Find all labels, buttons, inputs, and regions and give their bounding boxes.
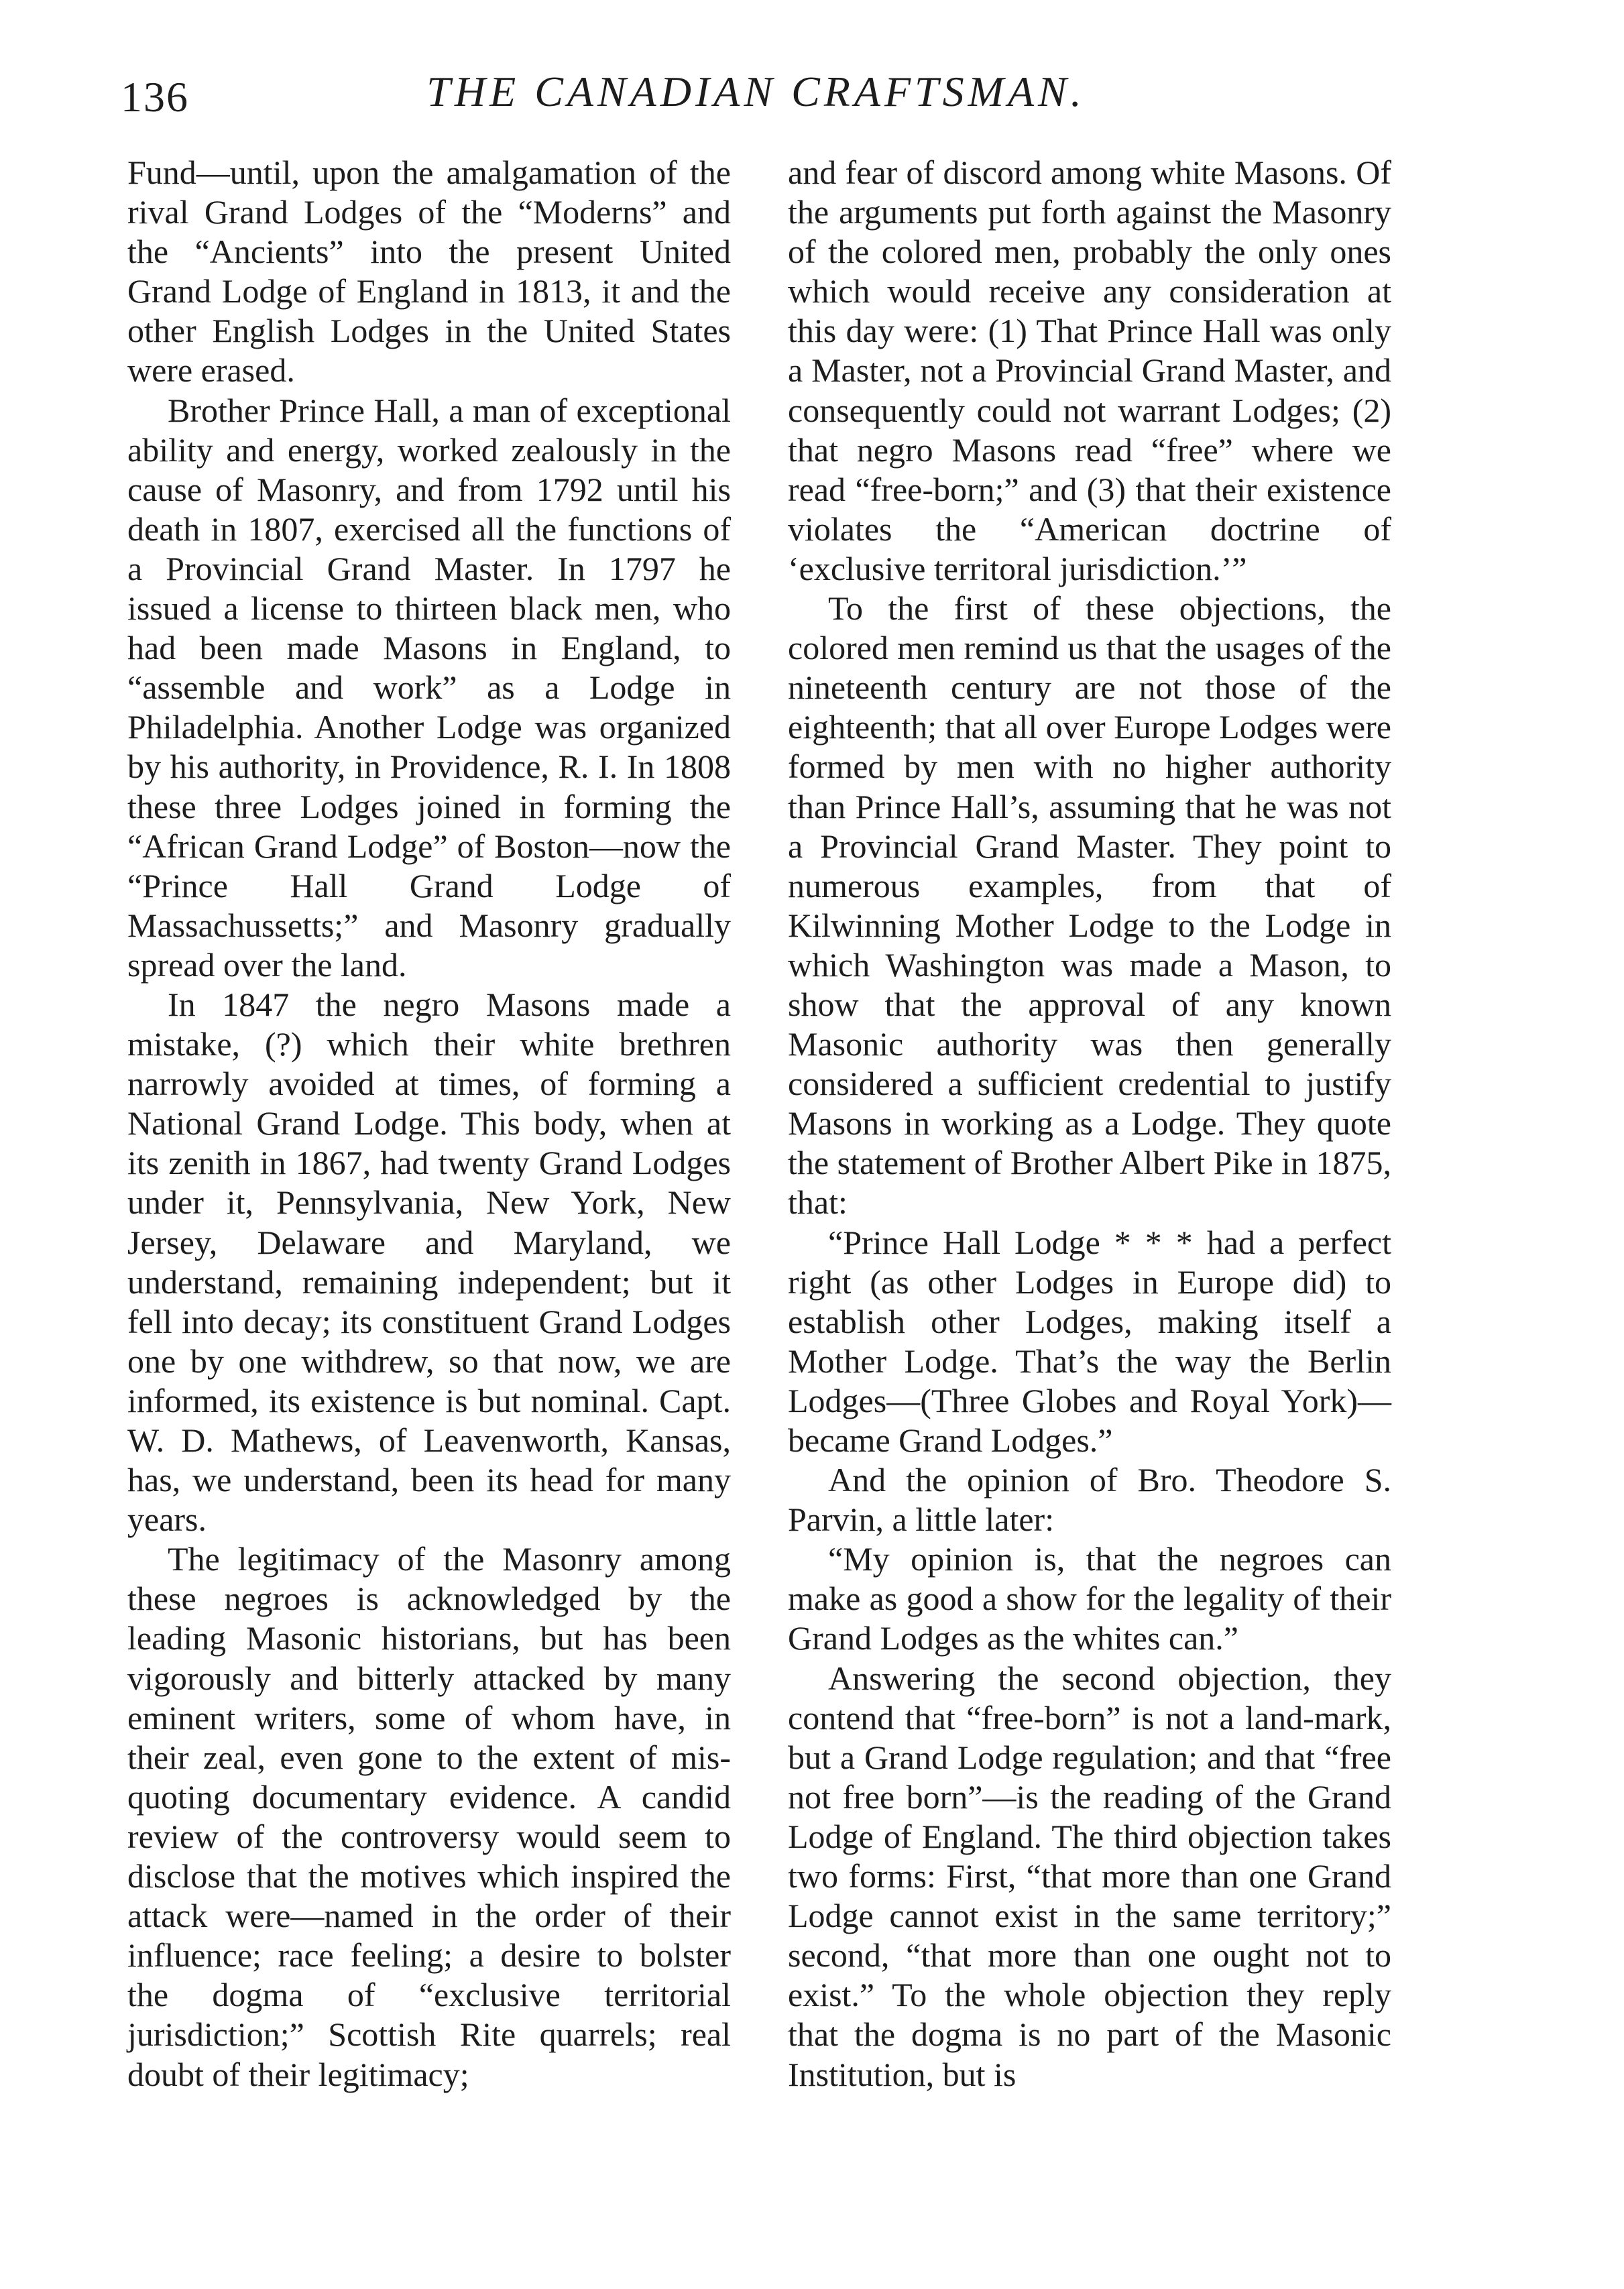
journal-title: THE CANADIAN CRAFTSMAN. bbox=[426, 68, 1086, 115]
quotation-paragraph: “Prince Hall Lodge * * * had a perfect right (as other Lodges in Europe did) to establish other Lodges, making itself a Mother Lodge. That’s the way the Berlin Lodges—(Three Globes and Royal York)—became Grand Lodges.” bbox=[788, 1223, 1391, 1459]
page-number: 136 bbox=[121, 73, 189, 121]
left-column bbox=[127, 153, 731, 2095]
paragraph: Answering the second objection, they contend that “free-born” is not a land-mark, but a Grand Lodge regulation; and that “free not free born”—is the reading of the Grand Lodge of England. The third objection takes two forms: First, “that more than one Grand Lodge cannot exist in the same territory;” second, “that more than one ought not to exist.” To the whole objection they reply that the dogma is no part of the Masonic Institution, but is bbox=[788, 1659, 1391, 2093]
quotation-paragraph: “My opinion is, that the negroes can make as good a show for the legality of their Grand Lodges as the whites can.” bbox=[788, 1540, 1391, 1657]
paragraph: And the opinion of Bro. Theodore S. Parvin, a little later: bbox=[788, 1461, 1391, 1539]
paragraph: Fund—until, upon the amalgamation of the rival Grand Lodges of the “Moderns” and the “Ancients” into the present United Grand Lodge of England in 1813, it and the other English Lodges in the United States were erased. bbox=[127, 154, 731, 390]
paragraph: The legitimacy of the Masonry among these negroes is acknowledged by the leading Masonic historians, but has been vigorously and bitterly attacked by many eminent writers, some of whom have, in their zeal, even gone to the extent of mis-quoting documentary evidence. A candid review of the controversy would seem to disclose that the motives which inspired the attack were—named in the order of their influence; race feeling; a desire to bolster the dogma of “exclusive territorial jurisdiction;” Scottish Rite quarrels; real doubt of their legitimacy; bbox=[127, 1540, 731, 2093]
paragraph: In 1847 the negro Masons made a mistake, (?) which their white brethren narrowly avoided at times, of forming a National Grand Lodge. This body, when at its zenith in 1867, had twenty Grand Lodges under it, Pennsylvania, New York, New Jersey, Delaware and Maryland, we understand, remaining independent; but it fell into decay; its constituent Grand Lodges one by one withdrew, so that now, we are informed, its existence is but nominal. Capt. W. D. Mathews, of Leavenworth, Kansas, has, we understand, been its head for many years. bbox=[127, 985, 731, 1539]
running-head bbox=[121, 67, 1391, 141]
right-column bbox=[788, 153, 1391, 2095]
paragraph: To the first of these objections, the colored men remind us that the usages of the nineteenth century are not those of the eighteenth; that all over Europe Lodges were formed by men with no higher authority than Prince Hall’s, assuming that he was not a Provincial Grand Master. They point to numerous examples, from that of Kilwinning Mother Lodge to the Lodge in which Washington was made a Mason, to show that the approval of any known Masonic authority was then generally considered a sufficient credential to justify Masons in working as a Lodge. They quote the statement of Brother Albert Pike in 1875, that: bbox=[788, 589, 1391, 1222]
paragraph: and fear of discord among white Masons. Of the arguments put forth against the Masonry of the colored men, probably the only ones which would receive any consideration at this day were: (1) That Prince Hall was only a Master, not a Provincial Grand Master, and consequently could not warrant Lodges; (2) that negro Masons read “free” where we read “free-born;” and (3) that their existence violates the “American doctrine of ‘exclusive territoral jurisdiction.’” bbox=[788, 154, 1391, 587]
paragraph: Brother Prince Hall, a man of exceptional ability and energy, worked zealously in the cause of Masonry, and from 1792 until his death in 1807, exercised all the functions of a Provincial Grand Master. In 1797 he issued a license to thirteen black men, who had been made Masons in England, to “assemble and work” as a Lodge in Philadelphia. Another Lodge was organized by his authority, in Providence, R. I. In 1808 these three Lodges joined in forming the “African Grand Lodge” of Boston—now the “Prince Hall Grand Lodge of Massachussetts;” and Masonry gradually spread over the land. bbox=[127, 391, 731, 984]
